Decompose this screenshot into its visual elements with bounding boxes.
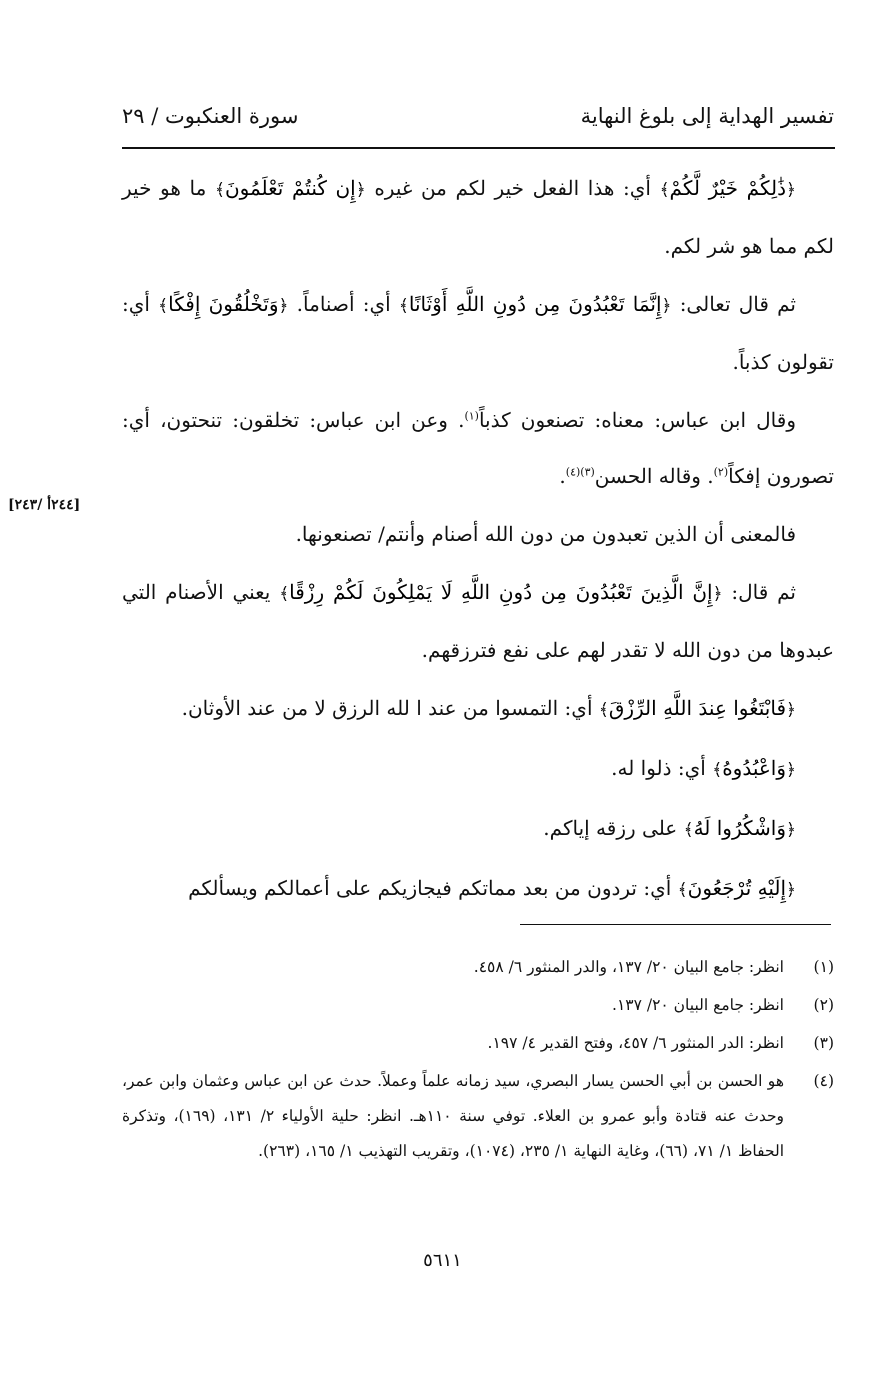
footnote-text: انظر: جامع البيان ٢٠/ ١٣٧. <box>612 996 784 1014</box>
quran-verse: ﴿إِنَّ الَّذِينَ تَعْبُدُونَ مِن دُونِ اللَّهِ لَا يَمْلِكُونَ لَكُمْ رِزْقًا﴾ <box>279 580 723 604</box>
page-header <box>122 104 834 140</box>
footnote-number: (٢) <box>813 996 834 1014</box>
footnote-4 <box>122 1064 834 1169</box>
paragraph-2 <box>122 276 834 390</box>
paragraph-text: أي: هذا الفعل خير لكم من غيره <box>365 176 660 200</box>
paragraph-text: يعني الأصنام التي عبدوها من دون الله لا تقدر لهم على نفع فترزقهم. <box>122 580 834 662</box>
paragraph-text: أي: ذلوا له. <box>611 756 713 780</box>
footnote-marker[interactable]: (١) <box>464 409 479 423</box>
paragraph-text: ثم قال تعالى: <box>671 292 796 316</box>
paragraph-text: . وقاله الحسن <box>594 464 714 488</box>
footnote-text: انظر: الدر المنثور ٦/ ٤٥٧، وفتح القدير ٤/ ١٩٧. <box>487 1034 784 1052</box>
footnote-text: انظر: جامع البيان ٢٠/ ١٣٧، والدر المنثور ٦/ ٤٥٨. <box>473 958 784 976</box>
paragraph-text: . <box>559 464 566 488</box>
paragraph-text: على رزقه إياكم. <box>543 816 684 840</box>
quran-verse: ﴿إِن كُنتُمْ تَعْلَمُونَ﴾ <box>214 176 366 200</box>
footnote-3 <box>122 1026 834 1061</box>
paragraph-6 <box>122 680 834 738</box>
footnote-1 <box>122 950 834 985</box>
paragraph-3 <box>122 392 834 504</box>
paragraph-5 <box>122 564 834 678</box>
paragraph-4 <box>122 506 834 562</box>
paragraph-7 <box>122 740 834 798</box>
paragraph-9 <box>122 860 834 918</box>
paragraph-text: . وعن ابن عباس: تخلقون: تنحتون، أي: تصورون إفكاً <box>122 408 834 488</box>
quran-verse: ﴿فَابْتَغُوا عِندَ اللَّهِ الرِّزْقَ﴾ <box>598 696 796 720</box>
paragraph-text: ما هو خير لكم مما هو شر لكم. <box>122 176 834 258</box>
paragraph-text: أي: تقولون كذباً. <box>122 292 834 374</box>
footnote-text: هو الحسن بن أبي الحسن يسار البصري، سيد زمانه علماً وعملاً. حدث عن ابن عباس وعثمان وابن عمر، وحدث عنه قتادة وأبو عمرو بن العلاء. توفي سنة ١١٠هـ. انظر: حلية الأولياء ٢/ ١٣١، (١٦٩)، وتذكرة الحفاظ ١/ ٧١، (٦٦)، وغاية النهاية ١/ ٢٣٥، (١٠٧٤)، وتقريب التهذيب ١/ ١٦٥، (٢٦٣). <box>122 1072 785 1160</box>
paragraph-text: فالمعنى أن الذين تعبدون من دون الله أصنام وأنتم/ تصنعونها. <box>295 522 796 546</box>
main-text <box>122 160 834 920</box>
quran-verse: ﴿إِنَّمَا تَعْبُدُونَ مِن دُونِ اللَّهِ أَوْثَانًا﴾ <box>398 292 672 316</box>
page-number: ٥٦١١ <box>423 1250 462 1271</box>
paragraph-text: ثم قال: <box>722 580 796 604</box>
quran-verse: ﴿إِلَيْهِ تُرْجَعُونَ﴾ <box>677 876 796 900</box>
footnote-number: (٤) <box>813 1072 834 1090</box>
quran-verse: ﴿وَاشْكُرُوا لَهُ﴾ <box>683 816 796 840</box>
paragraph-text: وقال ابن عباس: معناه: تصنعون كذباً <box>478 408 796 432</box>
footnote-marker[interactable]: (٢) <box>713 465 729 479</box>
paragraph-1 <box>122 160 834 274</box>
footnote-number: (١) <box>813 958 834 976</box>
surah-title: سورة العنكبوت / ٢٩ <box>122 104 299 128</box>
paragraph-text: أي: أصناماً. <box>288 292 399 316</box>
footnote-marker[interactable]: (٣)(٤) <box>565 465 595 479</box>
quran-verse: ﴿وَاعْبُدُوهُ﴾ <box>712 756 796 780</box>
header-divider <box>122 147 835 149</box>
footnote-2 <box>122 988 834 1023</box>
quran-verse: ﴿ذَٰلِكُمْ خَيْرٌ لَّكُمْ﴾ <box>659 176 796 200</box>
paragraph-text: أي: تردون من بعد مماتكم فيجازيكم على أعمالكم ويسألكم <box>188 876 678 900</box>
paragraph-text: أي: التمسوا من عند ا لله الرزق لا من عند الأوثان. <box>181 696 599 720</box>
quran-verse: ﴿وَتَخْلُقُونَ إِفْكًا﴾ <box>158 292 289 316</box>
paragraph-8 <box>122 800 834 858</box>
manuscript-folio-reference: [٢٤٤أ /٢٤٣] <box>8 497 81 513</box>
footnotes <box>122 950 834 1172</box>
footnote-divider <box>520 924 831 925</box>
footnote-number: (٣) <box>813 1034 834 1052</box>
book-title: تفسير الهداية إلى بلوغ النهاية <box>580 104 834 128</box>
